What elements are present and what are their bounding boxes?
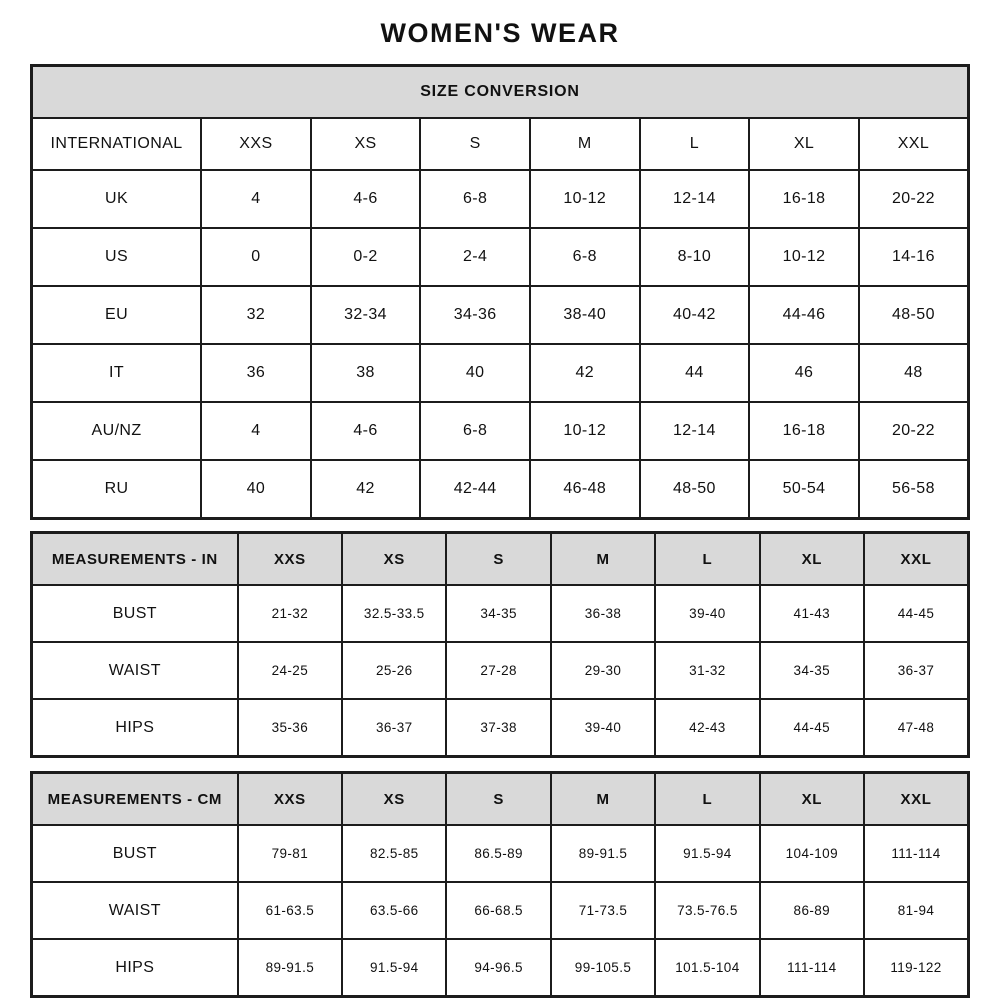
column-header-l: L xyxy=(640,118,750,170)
table-cell: 48 xyxy=(859,344,969,402)
table-row-hips-in xyxy=(32,699,969,757)
table-cell: 89-91.5 xyxy=(551,825,655,882)
table-cell: 44 xyxy=(640,344,750,402)
table-cell: 46-48 xyxy=(530,460,640,519)
table-cell: 44-46 xyxy=(749,286,859,344)
table-row-waist-in xyxy=(32,642,969,699)
table-cell: 31-32 xyxy=(655,642,759,699)
table-cell: 34-36 xyxy=(420,286,530,344)
row-label: US xyxy=(32,228,202,286)
table-cell: 36-38 xyxy=(551,585,655,642)
table-cell: 40-42 xyxy=(640,286,750,344)
row-label: HIPS xyxy=(32,699,238,757)
table-cell: 10-12 xyxy=(530,402,640,460)
table-row-us xyxy=(32,228,969,286)
column-header-s: S xyxy=(446,773,550,826)
measurements-cm-title: MEASUREMENTS - CM xyxy=(32,773,238,826)
column-header-xl: XL xyxy=(760,773,864,826)
table-cell: 89-91.5 xyxy=(238,939,342,997)
table-cell: 32.5-33.5 xyxy=(342,585,446,642)
table-cell: 61-63.5 xyxy=(238,882,342,939)
page-title: WOMEN'S WEAR xyxy=(380,18,620,48)
column-header-xl: XL xyxy=(749,118,859,170)
table-cell: 12-14 xyxy=(640,402,750,460)
table-cell: 27-28 xyxy=(446,642,550,699)
row-label: WAIST xyxy=(32,882,238,939)
table-cell: 25-26 xyxy=(342,642,446,699)
table-cell: 36 xyxy=(201,344,311,402)
column-header-m: M xyxy=(530,118,640,170)
column-header-xs: XS xyxy=(342,533,446,586)
row-label: UK xyxy=(32,170,202,228)
measurements-in-table xyxy=(30,531,970,758)
measurements-cm-table xyxy=(30,771,970,998)
table-cell: 37-38 xyxy=(446,699,550,757)
table-cell: 73.5-76.5 xyxy=(655,882,759,939)
table-cell: 32 xyxy=(201,286,311,344)
table-cell: 10-12 xyxy=(749,228,859,286)
table-cell: 50-54 xyxy=(749,460,859,519)
row-label: HIPS xyxy=(32,939,238,997)
column-header-xxl: XXL xyxy=(859,118,969,170)
row-label: AU/NZ xyxy=(32,402,202,460)
table-row-uk xyxy=(32,170,969,228)
table-cell: 39-40 xyxy=(655,585,759,642)
table-cell: 91.5-94 xyxy=(655,825,759,882)
table-cell: 4-6 xyxy=(311,170,421,228)
table-cell: 36-37 xyxy=(342,699,446,757)
table-cell: 48-50 xyxy=(640,460,750,519)
row-label: BUST xyxy=(32,585,238,642)
table-cell: 39-40 xyxy=(551,699,655,757)
table-cell: 42 xyxy=(311,460,421,519)
table-cell: 38-40 xyxy=(530,286,640,344)
table-cell: 29-30 xyxy=(551,642,655,699)
table-cell: 4-6 xyxy=(311,402,421,460)
table-cell: 4 xyxy=(201,170,311,228)
table-cell: 16-18 xyxy=(749,170,859,228)
table-cell: 6-8 xyxy=(420,402,530,460)
table-cell: 46 xyxy=(749,344,859,402)
column-header-xxs: XXS xyxy=(238,533,342,586)
table-cell: 42-43 xyxy=(655,699,759,757)
column-header-xs: XS xyxy=(311,118,421,170)
table-cell: 86.5-89 xyxy=(446,825,550,882)
table-row-it xyxy=(32,344,969,402)
table-cell: 91.5-94 xyxy=(342,939,446,997)
table-cell: 82.5-85 xyxy=(342,825,446,882)
table-cell: 40 xyxy=(420,344,530,402)
table-cell: 32-34 xyxy=(311,286,421,344)
size-conversion-title: SIZE CONVERSION xyxy=(32,66,969,119)
table-cell: 2-4 xyxy=(420,228,530,286)
column-header-l: L xyxy=(655,773,759,826)
table-row-bust-cm xyxy=(32,825,969,882)
table-cell: 20-22 xyxy=(859,170,969,228)
table-cell: 111-114 xyxy=(864,825,968,882)
table-cell: 42 xyxy=(530,344,640,402)
table-caption-row xyxy=(32,66,969,119)
table-cell: 24-25 xyxy=(238,642,342,699)
column-header-m: M xyxy=(551,773,655,826)
table-cell: 42-44 xyxy=(420,460,530,519)
table-cell: 6-8 xyxy=(420,170,530,228)
table-cell: 71-73.5 xyxy=(551,882,655,939)
table-row-aunz xyxy=(32,402,969,460)
table-cell: 21-32 xyxy=(238,585,342,642)
table-cell: 40 xyxy=(201,460,311,519)
table-cell: 20-22 xyxy=(859,402,969,460)
table-cell: 41-43 xyxy=(760,585,864,642)
table-cell: 94-96.5 xyxy=(446,939,550,997)
table-cell: 14-16 xyxy=(859,228,969,286)
table-cell: 66-68.5 xyxy=(446,882,550,939)
table-cell: 86-89 xyxy=(760,882,864,939)
table-cell: 104-109 xyxy=(760,825,864,882)
table-cell: 48-50 xyxy=(859,286,969,344)
row-label: IT xyxy=(32,344,202,402)
row-label: BUST xyxy=(32,825,238,882)
measurements-cm-header-row xyxy=(32,773,969,826)
column-header-xxl: XXL xyxy=(864,773,968,826)
table-cell: 63.5-66 xyxy=(342,882,446,939)
table-cell: 35-36 xyxy=(238,699,342,757)
table-row-waist-cm xyxy=(32,882,969,939)
measurements-in-title: MEASUREMENTS - IN xyxy=(32,533,238,586)
row-label: RU xyxy=(32,460,202,519)
table-cell: 101.5-104 xyxy=(655,939,759,997)
table-cell: 111-114 xyxy=(760,939,864,997)
table-cell: 56-58 xyxy=(859,460,969,519)
table-cell: 4 xyxy=(201,402,311,460)
table-cell: 79-81 xyxy=(238,825,342,882)
row-label: EU xyxy=(32,286,202,344)
table-row-bust-in xyxy=(32,585,969,642)
column-header-s: S xyxy=(420,118,530,170)
table-cell: 8-10 xyxy=(640,228,750,286)
table-cell: 36-37 xyxy=(864,642,968,699)
column-header-s: S xyxy=(446,533,550,586)
table-cell: 81-94 xyxy=(864,882,968,939)
table-cell: 16-18 xyxy=(749,402,859,460)
table-cell: 6-8 xyxy=(530,228,640,286)
size-header-row xyxy=(32,118,969,170)
table-cell: 38 xyxy=(311,344,421,402)
table-row-hips-cm xyxy=(32,939,969,997)
table-row-eu xyxy=(32,286,969,344)
table-cell: 0-2 xyxy=(311,228,421,286)
table-cell: 47-48 xyxy=(864,699,968,757)
table-cell: 34-35 xyxy=(760,642,864,699)
table-cell: 12-14 xyxy=(640,170,750,228)
measurements-in-header-row xyxy=(32,533,969,586)
column-header-xxs: XXS xyxy=(201,118,311,170)
table-cell: 119-122 xyxy=(864,939,968,997)
column-header-xxs: XXS xyxy=(238,773,342,826)
table-cell: 10-12 xyxy=(530,170,640,228)
table-cell: 0 xyxy=(201,228,311,286)
table-cell: 44-45 xyxy=(864,585,968,642)
column-header-xxl: XXL xyxy=(864,533,968,586)
column-header-xl: XL xyxy=(760,533,864,586)
size-conversion-table xyxy=(30,64,970,520)
table-row-ru xyxy=(32,460,969,519)
column-header-international: INTERNATIONAL xyxy=(32,118,202,170)
row-label: WAIST xyxy=(32,642,238,699)
table-cell: 44-45 xyxy=(760,699,864,757)
table-cell: 34-35 xyxy=(446,585,550,642)
table-cell: 99-105.5 xyxy=(551,939,655,997)
column-header-xs: XS xyxy=(342,773,446,826)
column-header-m: M xyxy=(551,533,655,586)
column-header-l: L xyxy=(655,533,759,586)
